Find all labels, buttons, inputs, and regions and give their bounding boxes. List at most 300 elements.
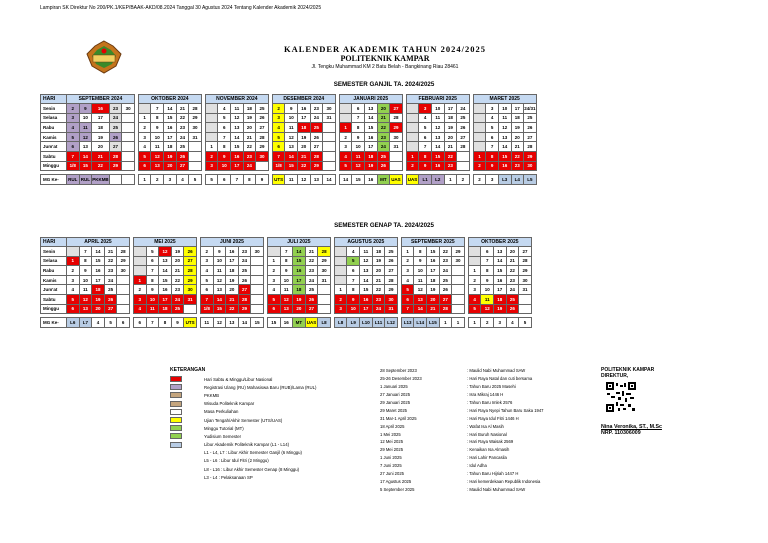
date-cell: 9: [146, 285, 159, 295]
date-cell: 1/8: [272, 161, 285, 171]
date-cell: 3: [334, 304, 347, 314]
date-cell: 14: [293, 247, 306, 257]
day-label: Jum'at: [41, 285, 67, 295]
date-cell: 4: [272, 123, 285, 133]
date-cell: 25: [457, 113, 470, 123]
date-cell: [457, 161, 470, 171]
date-cell: 28: [390, 113, 403, 123]
date-cell: 24: [171, 294, 184, 304]
date-cell: 27: [310, 142, 323, 152]
date-cell: 12: [79, 132, 92, 142]
date-cell: 25: [104, 285, 117, 295]
date-cell: 14: [92, 247, 105, 257]
week-cell: L1: [419, 175, 432, 185]
date-cell: 17: [364, 142, 377, 152]
week-cell: UTS: [184, 318, 197, 328]
date-cell: 15: [427, 247, 440, 257]
date-cell: [468, 247, 481, 257]
date-cell: 30: [519, 275, 532, 285]
date-cell: 24: [506, 285, 519, 295]
date-cell: [473, 142, 486, 152]
date-cell: 6: [401, 294, 414, 304]
date-cell: 28: [189, 104, 202, 114]
legend-item: [170, 416, 380, 424]
date-cell: 16: [364, 132, 377, 142]
holiday-name: : Wafat Isa Al Masih: [467, 423, 504, 429]
date-cell: 5: [218, 113, 231, 123]
date-cell: 7: [200, 294, 213, 304]
month-header: OKTOBER 2024: [138, 95, 201, 104]
date-cell: 22: [226, 304, 239, 314]
date-cell: 23: [305, 266, 318, 276]
date-cell: 2: [406, 161, 419, 171]
date-cell: [117, 285, 130, 295]
date-cell: [205, 123, 218, 133]
date-cell: 6: [146, 256, 159, 266]
date-cell: 28: [238, 294, 251, 304]
calendar-day-row: [41, 142, 537, 152]
date-cell: 2: [334, 294, 347, 304]
date-cell: 28: [256, 132, 269, 142]
calendar-day-row: [41, 266, 532, 276]
date-cell: 10: [498, 104, 511, 114]
date-cell: 21: [427, 304, 440, 314]
date-cell: [334, 266, 347, 276]
date-cell: 27: [439, 294, 452, 304]
date-cell: 28: [439, 304, 452, 314]
date-cell: 14: [360, 275, 373, 285]
date-cell: 29: [310, 161, 323, 171]
date-cell: 14: [364, 113, 377, 123]
date-cell: 27: [109, 142, 122, 152]
date-cell: 23: [104, 266, 117, 276]
day-label: Jum'at: [41, 142, 67, 152]
date-cell: 14: [414, 304, 427, 314]
holiday-date: 1 Juni 2025: [380, 455, 402, 461]
date-cell: 15: [79, 161, 92, 171]
date-cell: [122, 142, 135, 152]
date-cell: 15: [213, 304, 226, 314]
date-cell: 4: [339, 151, 352, 161]
date-cell: [117, 275, 130, 285]
date-cell: 16: [231, 151, 244, 161]
week-cell: L15: [427, 318, 440, 328]
date-cell: 2: [133, 285, 146, 295]
calendar-day-row: [41, 132, 537, 142]
holiday-name: : Hari Raya Waisak 2569: [467, 439, 514, 445]
date-cell: [133, 247, 146, 257]
week-cell: L8: [318, 318, 331, 328]
date-cell: 3: [401, 266, 414, 276]
week-cell: 1: [439, 318, 452, 328]
holiday-date: 29 Januari 2025: [380, 400, 411, 405]
date-cell: 25: [238, 266, 251, 276]
date-cell: 11: [151, 142, 164, 152]
date-cell: 25: [385, 247, 398, 257]
week-cell: 13: [310, 175, 323, 185]
date-cell: 26: [176, 151, 189, 161]
date-cell: 28: [519, 256, 532, 266]
week-cell: 9: [256, 175, 269, 185]
date-cell: 23: [243, 151, 256, 161]
date-cell: 26: [377, 161, 390, 171]
date-cell: 18: [427, 275, 440, 285]
holiday-item: [380, 454, 590, 462]
date-cell: 1: [468, 266, 481, 276]
day-label: Minggu: [41, 304, 67, 314]
legend-text: L1 - L4, L7 : Libur Akhir Semester Ganjil (6 Minggu): [204, 450, 302, 456]
date-cell: 11: [431, 113, 444, 123]
date-cell: 10: [213, 256, 226, 266]
date-cell: 26: [184, 247, 197, 257]
legend-swatch: [170, 392, 182, 398]
date-cell: 9: [280, 266, 293, 276]
date-cell: 24/31: [524, 104, 537, 114]
date-cell: 22: [92, 161, 110, 171]
date-cell: 13: [213, 285, 226, 295]
holiday-date: 27 Juni 2025: [380, 471, 404, 477]
date-cell: 3: [272, 113, 285, 123]
date-cell: 1: [205, 142, 218, 152]
date-cell: 4: [200, 266, 213, 276]
date-cell: 25: [439, 275, 452, 285]
date-cell: 10: [79, 113, 92, 123]
date-cell: 18: [92, 123, 110, 133]
date-cell: 20: [226, 285, 239, 295]
legend-text: PKKMB: [204, 392, 220, 398]
day-label: Senin: [41, 247, 67, 257]
date-cell: 25: [506, 294, 519, 304]
legend-swatch: [170, 466, 182, 472]
date-cell: 7: [347, 275, 360, 285]
holiday-name: : Maulid Nabi Muhammad SAW: [467, 368, 526, 374]
holiday-name: : Hari Raya Nyepi Tahun Baru Saka 1947: [467, 407, 544, 413]
date-cell: 19: [243, 113, 256, 123]
date-cell: 6: [352, 104, 365, 114]
date-cell: 15: [231, 142, 244, 152]
date-cell: 30: [318, 266, 331, 276]
date-cell: 30: [122, 104, 135, 114]
date-cell: 13: [414, 294, 427, 304]
date-cell: 3: [205, 161, 218, 171]
date-cell: 7: [401, 304, 414, 314]
week-cell: RUL: [79, 175, 92, 185]
date-cell: 23: [377, 132, 390, 142]
legend-item: [170, 400, 380, 408]
date-cell: 19: [164, 151, 177, 161]
date-cell: [452, 275, 465, 285]
legend-swatch: [170, 450, 182, 456]
calendar-day-row: [41, 247, 532, 257]
date-cell: 16: [498, 161, 511, 171]
date-cell: 8: [352, 123, 365, 133]
date-cell: 31: [385, 304, 398, 314]
date-cell: 20: [298, 142, 311, 152]
week-cell: 3: [164, 175, 177, 185]
date-cell: 17: [360, 304, 373, 314]
date-cell: 10: [280, 275, 293, 285]
holiday-name: : Tahun Baru Imlek 2576: [467, 400, 513, 405]
date-cell: [318, 304, 331, 314]
week-cell: 15: [352, 175, 365, 185]
date-cell: 16: [298, 104, 311, 114]
date-cell: 23: [439, 256, 452, 266]
date-cell: 9: [414, 256, 427, 266]
legend-swatch: [170, 433, 182, 439]
date-cell: 26: [310, 132, 323, 142]
date-cell: 29: [238, 304, 251, 314]
date-cell: 5: [468, 304, 481, 314]
holiday-item: [380, 422, 590, 430]
week-label: MG Ke-: [41, 318, 67, 328]
date-cell: [205, 132, 218, 142]
date-cell: 30: [184, 285, 197, 295]
date-cell: 15: [92, 256, 105, 266]
day-label: Rabu: [41, 123, 67, 133]
week-cell: L12: [385, 318, 398, 328]
date-cell: 30: [385, 294, 398, 304]
date-cell: 22: [372, 285, 385, 295]
week-cell: PKKMB: [92, 175, 110, 185]
date-cell: 18: [226, 266, 239, 276]
week-cell: 7: [146, 318, 159, 328]
date-cell: 26: [305, 294, 318, 304]
date-cell: 11: [498, 113, 511, 123]
day-label: Kamis: [41, 275, 67, 285]
date-cell: 24: [305, 275, 318, 285]
date-cell: 28: [310, 151, 323, 161]
date-cell: 15: [498, 151, 511, 161]
date-cell: 9: [352, 132, 365, 142]
month-header: DESEMBER 2024: [272, 95, 335, 104]
holiday-list: [380, 367, 590, 493]
holiday-date: 7 Juni 2025: [380, 463, 402, 469]
date-cell: 29: [452, 247, 465, 257]
day-label: Kamis: [41, 132, 67, 142]
week-cell: UAS: [390, 175, 403, 185]
holiday-date: 17 Agustus 2025: [380, 478, 412, 484]
date-cell: [406, 132, 419, 142]
holiday-name: : Hari Lahir Pancasila: [467, 455, 507, 461]
legend-text: Masa Perkuliahan: [204, 409, 239, 415]
date-cell: [452, 285, 465, 295]
date-cell: 6: [347, 266, 360, 276]
week-cell: 8: [159, 318, 172, 328]
week-cell: L8: [334, 318, 347, 328]
date-cell: 29: [189, 113, 202, 123]
week-cell: 5: [519, 318, 532, 328]
date-cell: 11: [213, 266, 226, 276]
date-cell: [251, 256, 264, 266]
week-cell: 2: [151, 175, 164, 185]
week-cell: 2: [457, 175, 470, 185]
holiday-item: [380, 367, 590, 375]
date-cell: 6: [267, 304, 280, 314]
date-cell: 5: [200, 275, 213, 285]
date-cell: [334, 256, 347, 266]
date-cell: 8: [146, 275, 159, 285]
date-cell: 28: [184, 266, 197, 276]
date-cell: 10: [218, 161, 231, 171]
week-cell: 9: [171, 318, 184, 328]
date-cell: 27: [176, 161, 189, 171]
date-cell: 16: [293, 266, 306, 276]
date-cell: 22: [243, 142, 256, 152]
day-label: Senin: [41, 104, 67, 114]
legend-swatch: [170, 376, 182, 382]
date-cell: 5: [138, 151, 151, 161]
date-cell: 2: [205, 151, 218, 161]
calendar-semester-genap: [40, 237, 532, 328]
date-cell: 11: [414, 275, 427, 285]
date-cell: 13: [494, 247, 507, 257]
date-cell: 22: [511, 151, 524, 161]
week-cell: 1: [444, 175, 457, 185]
week-cell: L10: [360, 318, 373, 328]
date-cell: 24: [238, 256, 251, 266]
date-cell: 17: [92, 275, 105, 285]
month-header: FEBRUARI 2025: [406, 95, 469, 104]
holiday-item: [380, 446, 590, 454]
legend-item: [170, 391, 380, 399]
date-cell: 29: [318, 256, 331, 266]
week-cell: 4: [92, 318, 105, 328]
date-cell: 26: [506, 304, 519, 314]
hari-header: HARI: [41, 95, 67, 104]
date-cell: 9: [481, 275, 494, 285]
day-label: Rabu: [41, 266, 67, 276]
legend-swatch: [170, 458, 182, 464]
date-cell: 30: [189, 123, 202, 133]
date-cell: 7: [67, 151, 80, 161]
date-cell: [256, 161, 269, 171]
date-cell: 8: [419, 151, 432, 161]
date-cell: [473, 104, 486, 114]
date-cell: 18: [444, 113, 457, 123]
date-cell: 1: [406, 151, 419, 161]
day-label: Sabtu: [41, 294, 67, 304]
date-cell: 9: [151, 123, 164, 133]
date-cell: 5: [146, 247, 159, 257]
legend-swatch: [170, 425, 182, 431]
date-cell: 14: [285, 151, 298, 161]
legend-title: KETERANGAN: [170, 367, 206, 373]
week-cell: UTS: [272, 175, 285, 185]
date-cell: 24: [104, 275, 117, 285]
date-cell: 12: [213, 275, 226, 285]
date-cell: 27: [238, 285, 251, 295]
date-cell: [323, 151, 336, 161]
date-cell: 11: [280, 285, 293, 295]
date-cell: [67, 247, 80, 257]
date-cell: 7: [146, 266, 159, 276]
date-cell: 11: [352, 151, 365, 161]
week-cell: 5: [189, 175, 202, 185]
date-cell: 22: [305, 256, 318, 266]
date-cell: 26: [238, 275, 251, 285]
holiday-item: [380, 391, 590, 399]
month-header: MARET 2025: [473, 95, 536, 104]
date-cell: 29: [385, 285, 398, 295]
calendar-day-row: [41, 161, 537, 171]
date-cell: 26: [109, 132, 122, 142]
date-cell: 10: [79, 275, 92, 285]
date-cell: [406, 123, 419, 133]
date-cell: [334, 275, 347, 285]
date-cell: 26: [524, 123, 537, 133]
date-cell: 2: [401, 256, 414, 266]
date-cell: 12: [481, 304, 494, 314]
date-cell: 26: [439, 285, 452, 295]
date-cell: 31: [318, 275, 331, 285]
date-cell: 4: [419, 113, 432, 123]
holiday-name: : Hari Buruh Nasional: [467, 431, 507, 437]
legend-swatch: [170, 401, 182, 407]
date-cell: 19: [92, 132, 110, 142]
date-cell: 15: [364, 123, 377, 133]
date-cell: 23: [444, 161, 457, 171]
date-cell: 1: [401, 247, 414, 257]
week-cell: 11: [200, 318, 213, 328]
date-cell: 13: [285, 142, 298, 152]
date-cell: 25: [176, 142, 189, 152]
date-cell: 1: [67, 256, 80, 266]
date-cell: 3: [486, 104, 499, 114]
week-cell: L6: [67, 318, 80, 328]
date-cell: 1: [138, 113, 151, 123]
holiday-date: 12 Mei 2025: [380, 439, 404, 445]
date-cell: [189, 142, 202, 152]
legend-text: L8 - L16 : Libur Akhir Semester Genap (8 Minggu): [204, 466, 300, 472]
date-cell: [251, 294, 264, 304]
date-cell: 30: [251, 247, 264, 257]
month-header: JULI 2025: [267, 238, 330, 247]
date-cell: [473, 132, 486, 142]
date-cell: 2: [138, 123, 151, 133]
date-cell: 23: [506, 275, 519, 285]
date-cell: 10: [352, 142, 365, 152]
holiday-item: [380, 430, 590, 438]
legend-swatch: [170, 442, 182, 448]
date-cell: 14: [159, 266, 172, 276]
date-cell: 9: [79, 266, 92, 276]
date-cell: 22: [506, 266, 519, 276]
legend-text: Ujian Tengah/Akhir Semester (UTS/UAS): [204, 417, 283, 423]
date-cell: [138, 104, 151, 114]
legend-item: [170, 465, 380, 473]
week-cell: 11: [285, 175, 298, 185]
date-cell: 16: [92, 266, 105, 276]
date-cell: [251, 275, 264, 285]
holiday-date: 18 April 2025: [380, 423, 405, 429]
date-cell: 16: [427, 256, 440, 266]
date-cell: 8: [486, 151, 499, 161]
date-cell: [339, 104, 352, 114]
calendar-day-row: [41, 304, 532, 314]
date-cell: 21: [372, 275, 385, 285]
date-cell: 17: [298, 113, 311, 123]
holiday-date: 1 Januari 2025: [380, 384, 408, 390]
date-cell: 20: [164, 161, 177, 171]
date-cell: 6: [481, 247, 494, 257]
date-cell: 20: [372, 266, 385, 276]
date-cell: 4: [138, 142, 151, 152]
date-cell: 10: [285, 113, 298, 123]
holiday-item: [380, 438, 590, 446]
holiday-item: [380, 406, 590, 414]
date-cell: 21: [176, 104, 189, 114]
date-cell: 25: [524, 113, 537, 123]
